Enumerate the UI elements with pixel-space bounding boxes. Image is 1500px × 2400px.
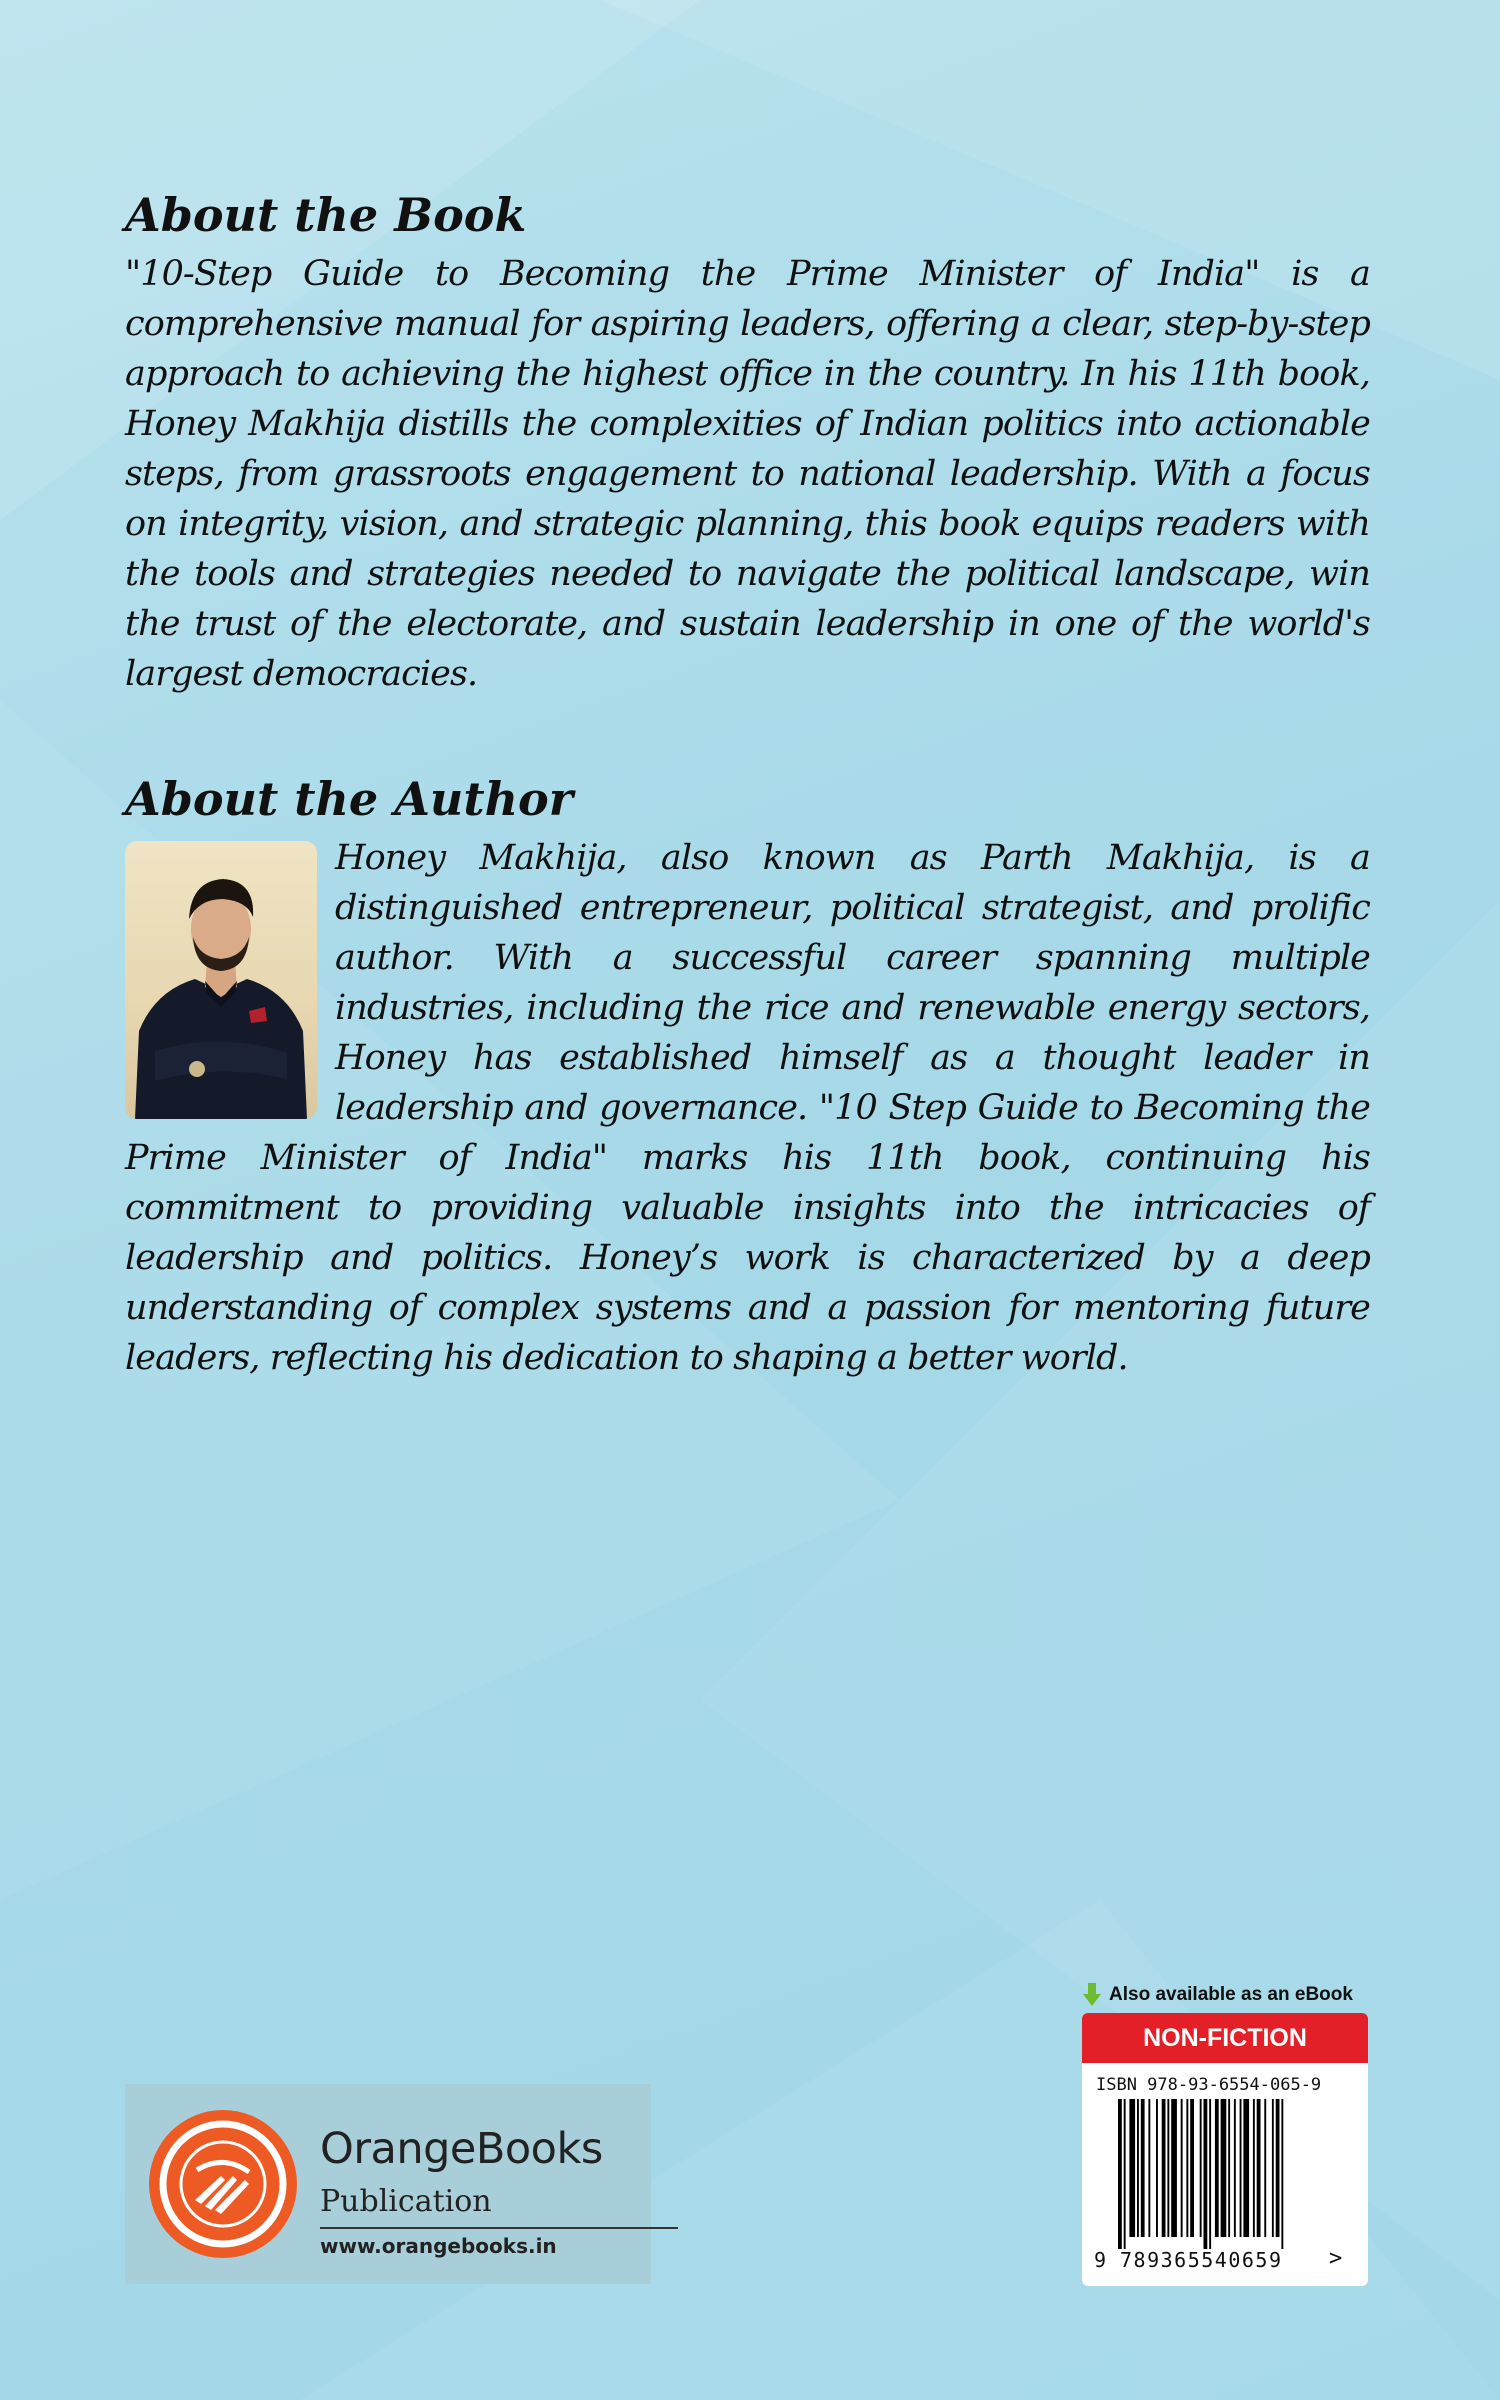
genre-label: NON-FICTION — [1082, 2013, 1368, 2063]
barcode-bar — [1204, 2099, 1208, 2249]
barcode-bar — [1190, 2099, 1194, 2237]
barcode-bar — [1234, 2099, 1236, 2237]
about-author-text: Honey Makhija, also known as Parth Makhija, is a distinguished entrepreneur, political strategist, and prolific author. With a successful career spanning multiple industries, including the rice and renewable energy sectors, Honey has established himself as a thought leader in leadership and governance. "10 Step Guide to Becoming the Prime Minister of India" marks his 11th book, continuing his commitment to providing valuable insights into the intricacies of leadership and politics. Honey’s work is characterized by a deep understanding of complex systems and a passion for mentoring future leaders, reflecting his dedication to shaping a better world. — [125, 838, 1370, 1378]
barcode-bar — [1200, 2099, 1202, 2237]
barcode-bar — [1228, 2099, 1230, 2237]
ebook-note — [1083, 1983, 1353, 2007]
barcode-bar — [1162, 2099, 1166, 2237]
barcode-bar — [1171, 2099, 1177, 2237]
about-author-heading: About the Author — [125, 772, 573, 826]
about-book-heading: About the Book — [125, 188, 527, 242]
publisher-url: www.orangebooks.in — [320, 2234, 557, 2258]
about-book-text: "10-Step Guide to Becoming the Prime Minister of India" is a comprehensive manual for aspiring leaders, offering a clear, step-by-step approach to achieving the highest office in the country. In his 11th book, Honey Makhija distills the complexities of Indian politics into actionable steps, from grassroots engagement to national leadership. With a focus on integrity, vision, and strategic planning, this book equips readers with the tools and strategies needed to navigate the political landscape, win the trust of the electorate, and sustain leadership in one of the world's largest democracies. — [125, 254, 1370, 694]
barcode-bar — [1253, 2099, 1255, 2237]
barcode-bars — [1118, 2099, 1334, 2249]
publisher-divider — [320, 2227, 678, 2229]
barcode-arrow: > — [1329, 2246, 1343, 2271]
publisher-logo — [125, 2084, 651, 2284]
barcode-bar — [1264, 2099, 1266, 2237]
barcode-bar — [1167, 2099, 1169, 2237]
text-content — [125, 185, 1370, 1383]
barcode-bar — [1137, 2099, 1139, 2237]
barcode-bar — [1129, 2099, 1135, 2237]
barcode-bar — [1240, 2099, 1242, 2237]
author-photo — [125, 841, 317, 1119]
barcode-bar — [1156, 2099, 1158, 2237]
barcode-bar — [1272, 2099, 1274, 2237]
barcode-digits: 789365540659 — [1120, 2248, 1283, 2272]
barcode-bar — [1276, 2099, 1280, 2237]
barcode-box — [1082, 2013, 1368, 2286]
about-author-section — [125, 833, 1370, 1383]
ebook-note-text: Also available as an eBook — [1109, 1984, 1353, 2006]
publisher-subtitle: Publication — [320, 2184, 492, 2219]
barcode-bar — [1148, 2099, 1150, 2237]
barcode-bar — [1141, 2099, 1145, 2237]
barcode-bar — [1243, 2099, 1249, 2237]
publisher-name: OrangeBooks — [320, 2124, 603, 2174]
barcode-bar — [1281, 2099, 1283, 2249]
barcode-bar — [1215, 2099, 1219, 2237]
barcode-bar — [1124, 2099, 1126, 2249]
download-arrow-icon — [1083, 1983, 1101, 2007]
barcode-bar — [1221, 2099, 1227, 2237]
barcode-bar — [1118, 2099, 1122, 2249]
publisher-book-icon — [149, 2110, 297, 2258]
barcode-bar — [1209, 2099, 1211, 2249]
barcode-bar — [1186, 2099, 1188, 2237]
barcode-first-digit: 9 — [1094, 2248, 1107, 2272]
isbn-text: ISBN 978-93-6554-065-9 — [1096, 2075, 1322, 2095]
barcode-bar — [1181, 2099, 1183, 2237]
barcode-bar — [1257, 2099, 1261, 2237]
